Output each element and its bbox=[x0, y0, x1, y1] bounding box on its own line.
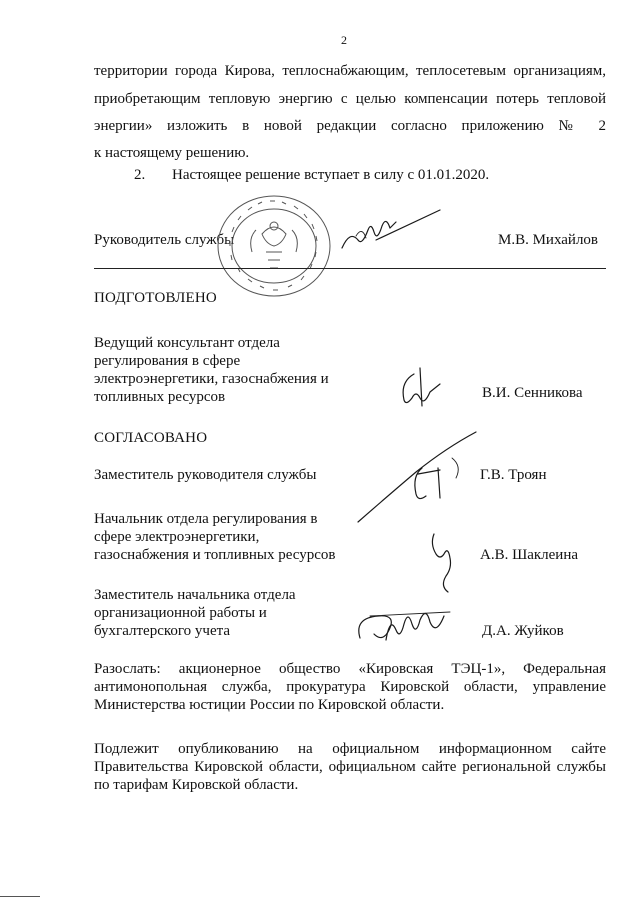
agreed-heading: СОГЛАСОВАНО bbox=[94, 430, 208, 446]
prepared-title-line: регулирования в сфере bbox=[94, 353, 241, 369]
agreed-name: А.В. Шаклеина bbox=[480, 547, 579, 563]
item-number: 2. bbox=[134, 167, 146, 183]
agreed-title-line: Заместитель начальника отдела bbox=[94, 587, 296, 603]
official-seal-icon bbox=[212, 192, 342, 302]
prepared-title-line: топливных ресурсов bbox=[94, 389, 226, 405]
prepared-name: В.И. Сенникова bbox=[482, 385, 583, 401]
distribution-line: Разослать: акционерное общество «Кировская ТЭЦ-1», Федеральная bbox=[94, 661, 606, 677]
prepared-signature-icon bbox=[396, 366, 446, 410]
agreed-title-line: организационной работы и bbox=[94, 605, 267, 621]
paragraph-line: территории города Кирова, теплоснабжающим, теплосетевым организациям, bbox=[94, 63, 606, 79]
head-name: М.В. Михайлов bbox=[498, 232, 599, 248]
agreed-title-line: Заместитель руководителя службы bbox=[94, 467, 317, 483]
agreed-title-line: Начальник отдела регулирования в bbox=[94, 511, 318, 527]
paragraph-line: к настоящему решению. bbox=[94, 145, 250, 161]
prepared-title-line: электроэнергетики, газоснабжения и bbox=[94, 371, 329, 387]
page-number: 2 bbox=[341, 33, 347, 47]
distribution-line: антимонопольная служба, прокуратура Кировской области, управление bbox=[94, 679, 606, 695]
footer-divider bbox=[0, 896, 40, 897]
agreed-title-line: сфере электроэнергетики, bbox=[94, 529, 260, 545]
agreed-name: Д.А. Жуйков bbox=[482, 623, 564, 639]
agreed-title-line: бухгалтерского учета bbox=[94, 623, 231, 639]
publication-line: Правительства Кировской области, официальном сайте региональной службы bbox=[94, 759, 606, 775]
head-title: Руководитель службы bbox=[94, 232, 235, 248]
head-signature-icon bbox=[336, 206, 446, 258]
prepared-heading: ПОДГОТОВЛЕНО bbox=[94, 290, 217, 306]
prepared-title-line: Ведущий консультант отдела bbox=[94, 335, 280, 351]
agreed-name: Г.В. Троян bbox=[480, 467, 547, 483]
agreed-signature-icon bbox=[350, 604, 470, 648]
agreed-signature-icon bbox=[428, 530, 458, 596]
agreed-signature-icon bbox=[352, 428, 482, 528]
paragraph-line: приобретающим тепловую энергию с целью компенсации потерь тепловой bbox=[94, 91, 606, 107]
item-text: Настоящее решение вступает в силу с 01.01.2020. bbox=[172, 167, 490, 183]
signature-divider bbox=[94, 268, 606, 269]
distribution-line: Министерства юстиции России по Кировской области. bbox=[94, 697, 445, 713]
paragraph-line: энергии» изложить в новой редакции согласно приложению № 2 bbox=[94, 118, 606, 134]
publication-line: по тарифам Кировской области. bbox=[94, 777, 299, 793]
publication-line: Подлежит опубликованию на официальном информационном сайте bbox=[94, 741, 606, 757]
agreed-title-line: газоснабжения и топливных ресурсов bbox=[94, 547, 336, 563]
